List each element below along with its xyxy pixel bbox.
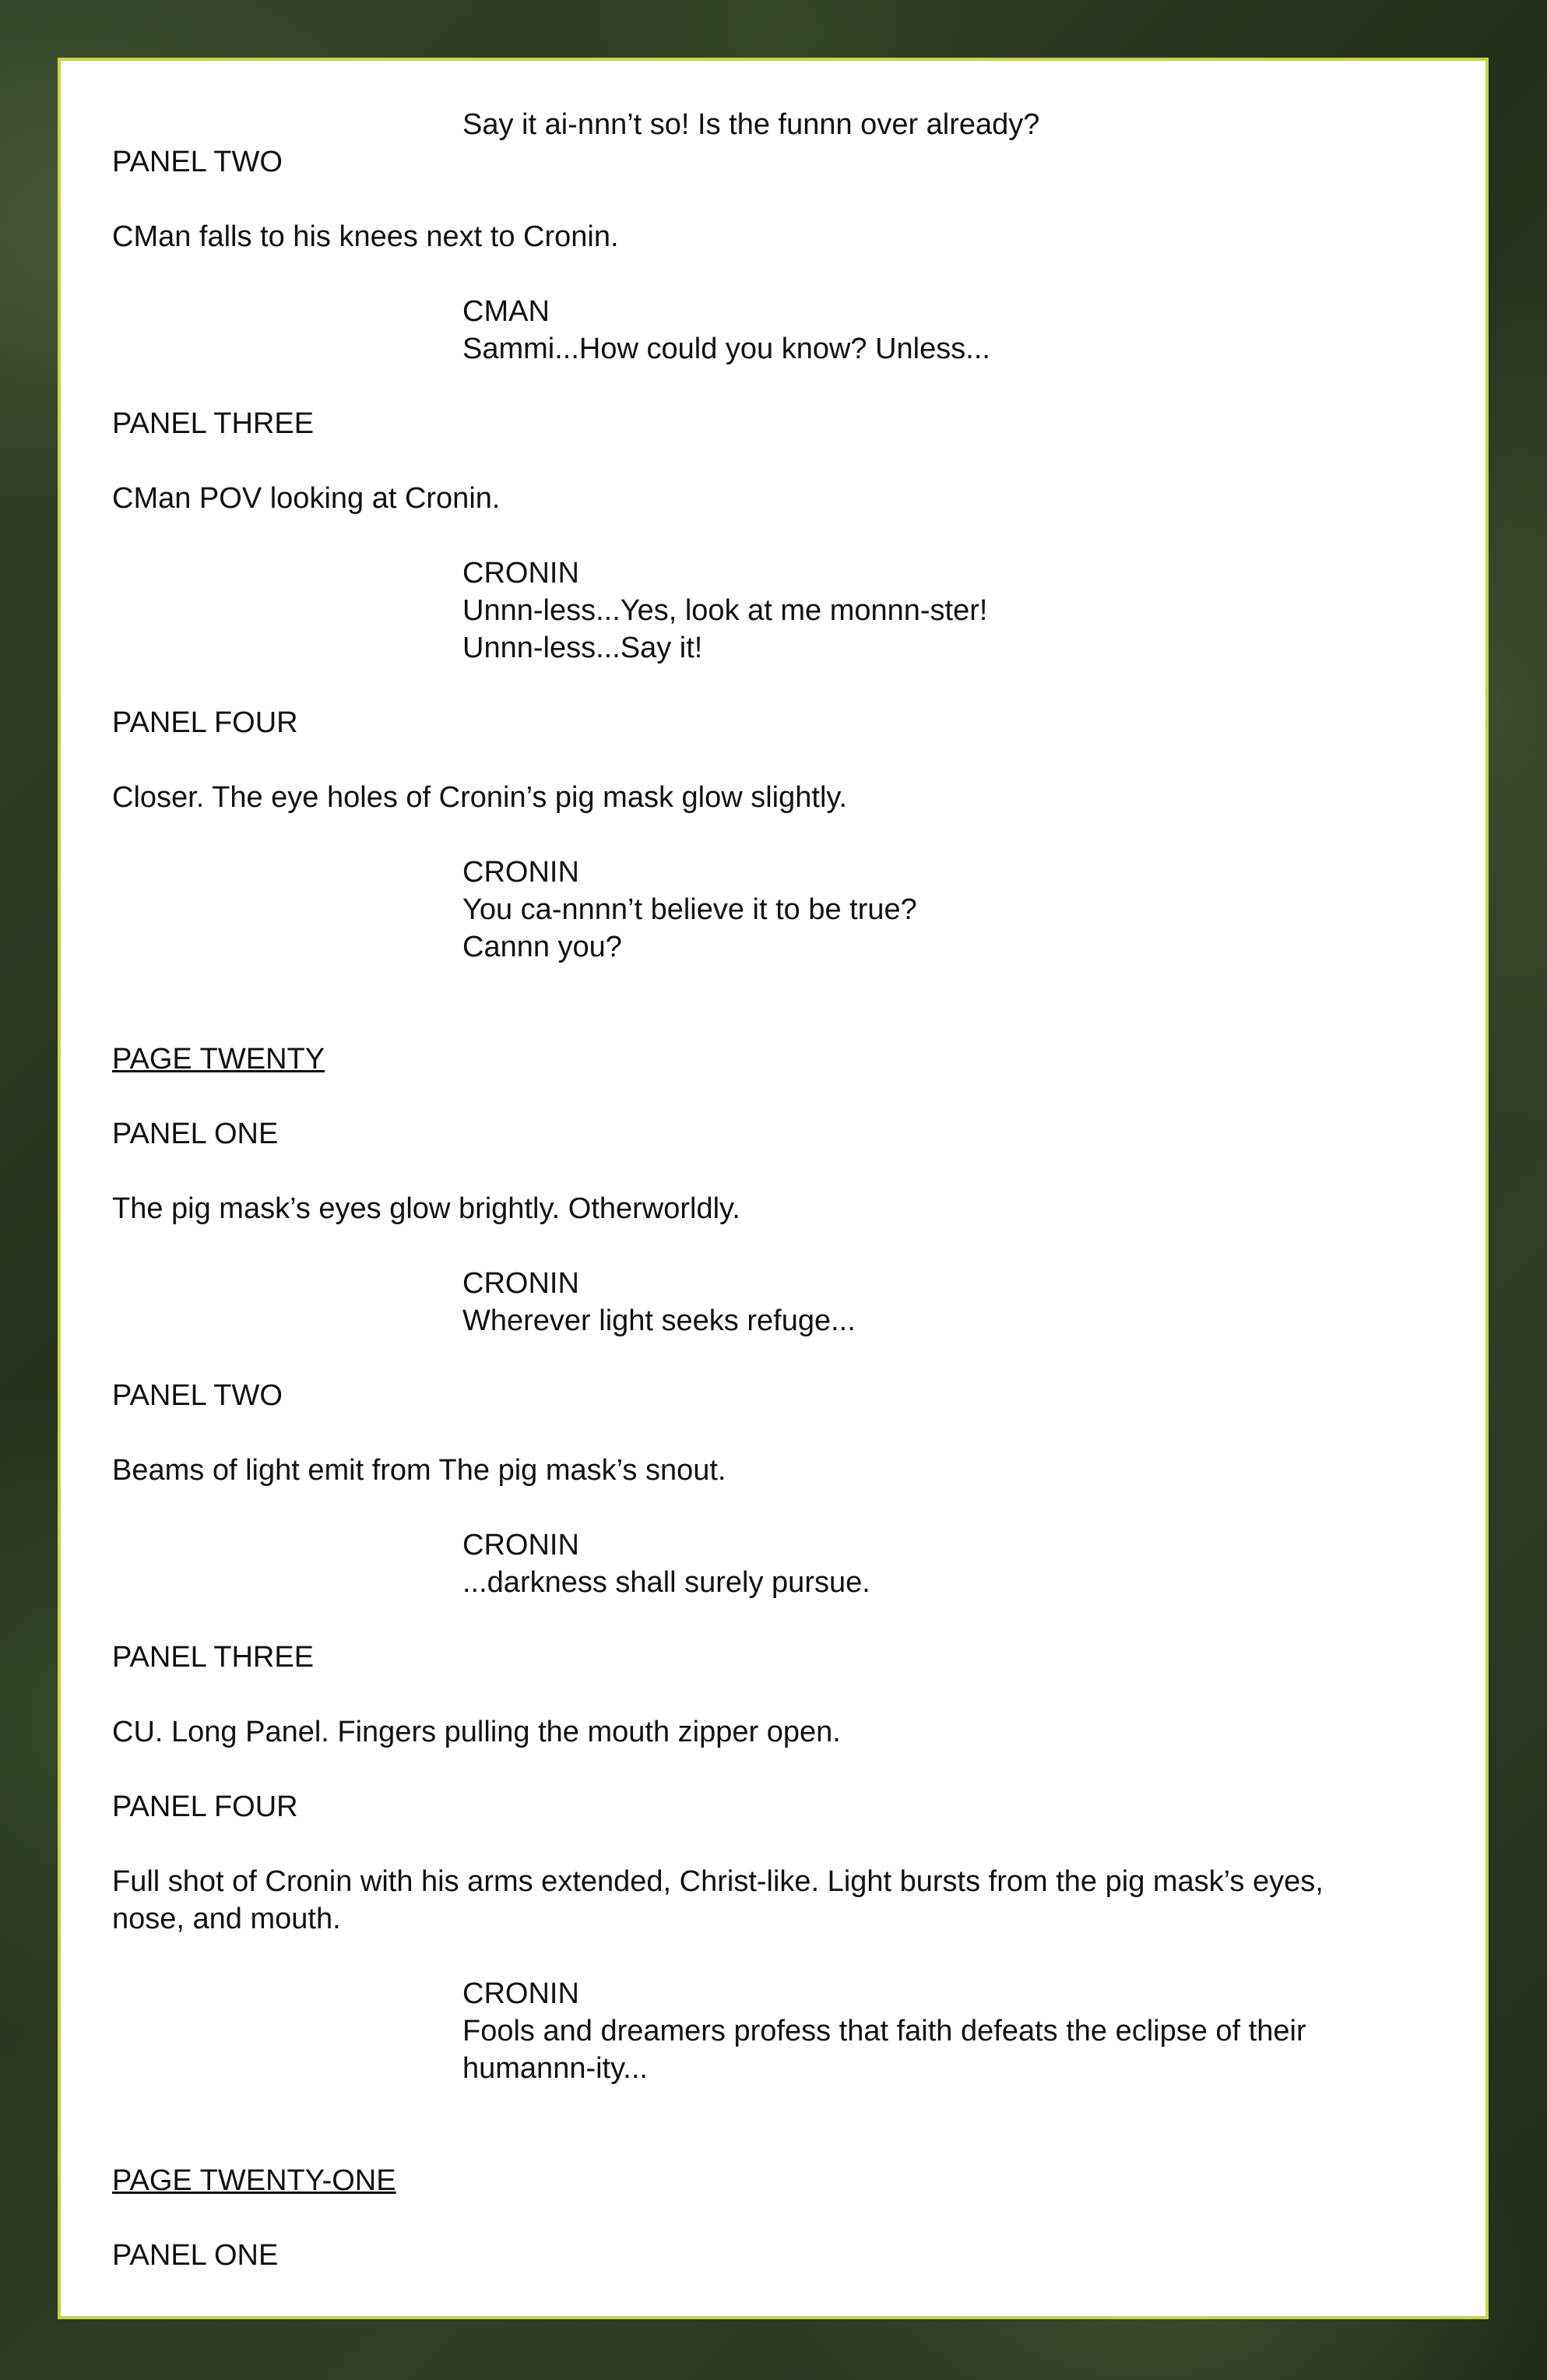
spacer <box>112 1751 1451 1788</box>
dialogue-line: humannn-ity... <box>462 2052 648 2085</box>
dialogue-line: Fools and dreamers profess that faith defeats the eclipse of their <box>462 2015 1306 2047</box>
character-name: CRONIN <box>462 856 579 889</box>
spacer <box>112 1676 1451 1713</box>
dialogue-line: Unnn-less...Yes, look at me monnn-ster! <box>462 594 988 627</box>
page-heading: PAGE TWENTY-ONE <box>112 2164 396 2197</box>
panel-heading: PANEL FOUR <box>112 706 298 739</box>
spacer <box>112 368 1451 405</box>
spacer <box>112 255 1451 293</box>
spacer <box>112 1078 1451 1115</box>
dialogue-block <box>462 293 1412 368</box>
spacer <box>112 1489 1451 1526</box>
dialogue-line: Unnn-less...Say it! <box>462 632 703 664</box>
action-line: Beams of light emit from The pig mask’s snout. <box>112 1454 726 1487</box>
script-page <box>58 58 1489 2319</box>
panel-heading: PANEL TWO <box>112 1379 283 1412</box>
dialogue-line: ...darkness shall surely pursue. <box>462 1566 870 1599</box>
spacer <box>112 1003 1451 1040</box>
dialogue-line: Wherever light seeks refuge... <box>462 1304 856 1337</box>
spacer <box>112 1601 1451 1639</box>
dialogue-line: Sammi...How could you know? Unless... <box>462 333 990 365</box>
action-line: CMan falls to his knees next to Cronin. <box>112 220 619 253</box>
action-line: Full shot of Cronin with his arms extended, Christ-like. Light bursts from the pig mask’s eyes, <box>112 1865 1324 1898</box>
action-line: Closer. The eye holes of Cronin’s pig mask glow slightly. <box>112 781 848 814</box>
spacer <box>112 2087 1451 2125</box>
dialogue-block <box>462 1265 1412 1340</box>
character-name: CRONIN <box>462 557 579 590</box>
spacer <box>112 966 1451 1003</box>
page-heading: PAGE TWENTY <box>112 1043 325 1076</box>
spacer <box>112 2125 1451 2162</box>
spacer <box>112 517 1451 555</box>
dialogue-block <box>462 106 1412 143</box>
panel-heading: PANEL ONE <box>112 2239 279 2272</box>
dialogue-line: Cannn you? <box>462 931 622 963</box>
dialogue-line: You ca-nnnn’t believe it to be true? <box>462 893 917 926</box>
panel-heading: PANEL THREE <box>112 407 315 440</box>
panel-heading: PANEL FOUR <box>112 1790 298 1823</box>
spacer <box>112 181 1451 218</box>
character-name: CRONIN <box>462 1977 579 2010</box>
spacer <box>112 1340 1451 1377</box>
character-name: CRONIN <box>462 1529 579 1561</box>
panel-heading: PANEL ONE <box>112 1118 279 1150</box>
action-line: CMan POV looking at Cronin. <box>112 482 501 515</box>
panel-heading: PANEL TWO <box>112 146 283 178</box>
script-body <box>112 106 1451 2274</box>
spacer <box>112 667 1451 704</box>
action-line: CU. Long Panel. Fingers pulling the mouth zipper open. <box>112 1716 841 1748</box>
spacer <box>112 741 1451 779</box>
spacer <box>112 1938 1451 1975</box>
dialogue-line: Say it ai-nnn’t so! Is the funnn over already? <box>462 108 1040 141</box>
spacer <box>112 1414 1451 1452</box>
dialogue-block <box>462 1975 1412 2087</box>
dialogue-block <box>462 555 1412 667</box>
panel-heading: PANEL THREE <box>112 1641 315 1674</box>
character-name: CRONIN <box>462 1267 579 1300</box>
action-line: The pig mask’s eyes glow brightly. Otherworldly. <box>112 1192 740 1225</box>
spacer <box>112 1227 1451 1265</box>
action-line: nose, and mouth. <box>112 1903 341 1935</box>
spacer <box>112 442 1451 480</box>
spacer <box>112 1825 1451 1863</box>
spacer <box>112 2199 1451 2237</box>
spacer <box>112 816 1451 854</box>
dialogue-block <box>462 854 1412 966</box>
spacer <box>112 1153 1451 1190</box>
character-name: CMAN <box>462 295 550 328</box>
dialogue-block <box>462 1526 1412 1601</box>
